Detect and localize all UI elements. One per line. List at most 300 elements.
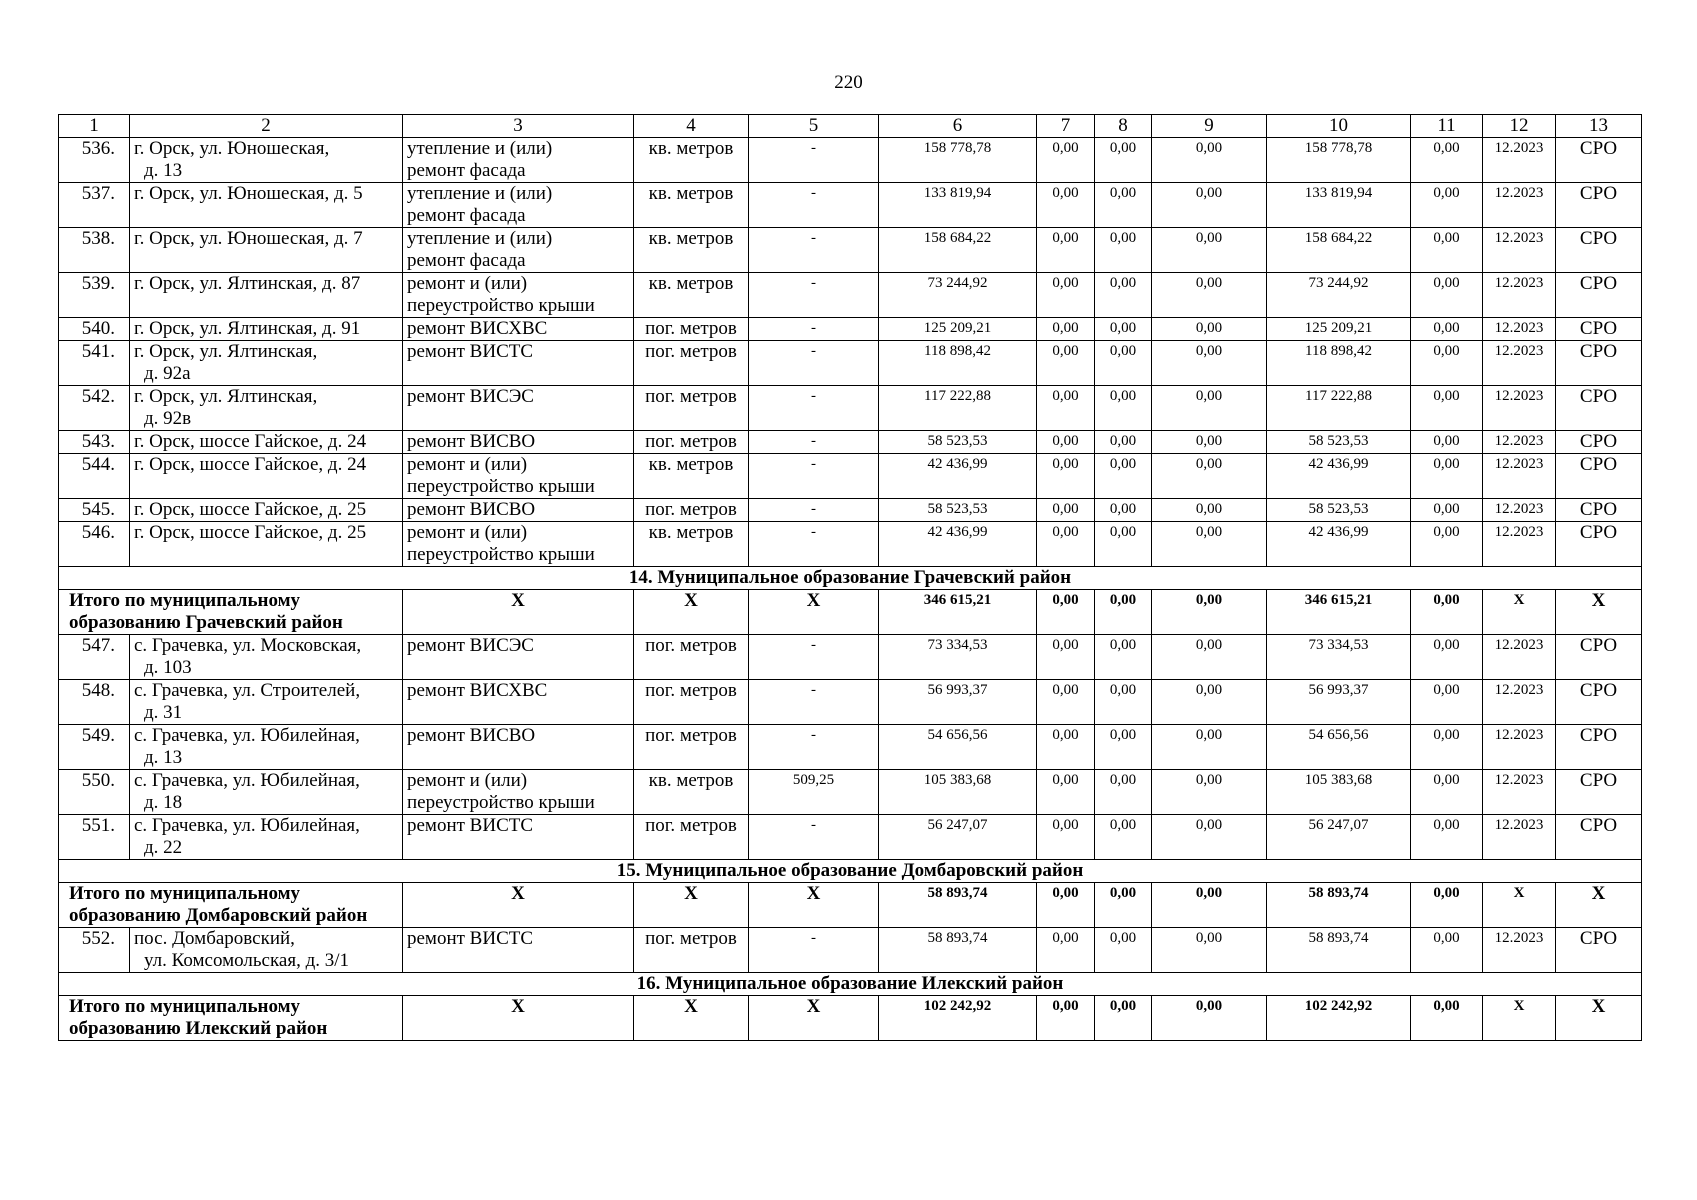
table-row <box>59 725 1642 770</box>
address-cell-line: д. 92в <box>144 408 192 429</box>
cell-col-8: 0,00 <box>1095 318 1152 341</box>
work-type-cell <box>403 725 634 770</box>
cell-col-10: 158 684,22 <box>1267 228 1411 273</box>
cell-col-8: 0,00 <box>1095 725 1152 770</box>
cell-col-5: X <box>749 996 879 1041</box>
cell-col-11: 0,00 <box>1411 770 1483 815</box>
work-type-cell <box>403 522 634 567</box>
subtotal-label <box>59 996 403 1041</box>
work-type-cell-line: переустройство крыши <box>407 544 595 565</box>
cell-col-5: - <box>749 522 879 567</box>
cell-col-11: 0,00 <box>1411 499 1483 522</box>
cell-col-13: СРО <box>1556 928 1642 973</box>
address-cell <box>130 815 403 860</box>
cell-col-6: 158 684,22 <box>879 228 1037 273</box>
cell-col-10: 56 247,07 <box>1267 815 1411 860</box>
cell-col-5: X <box>749 590 879 635</box>
row-number: 540. <box>59 318 130 341</box>
cell-col-13: СРО <box>1556 725 1642 770</box>
address-cell-line: д. 13 <box>144 160 183 181</box>
work-type-cell-line: ремонт ВИСТС <box>407 815 534 836</box>
address-cell-line: ул. Комсомольская, д. 3/1 <box>144 950 350 971</box>
cell-col-9: 0,00 <box>1152 273 1267 318</box>
work-type-cell <box>403 928 634 973</box>
cell-col-8: 0,00 <box>1095 590 1152 635</box>
address-cell <box>130 522 403 567</box>
unit-cell: пог. метров <box>634 318 749 341</box>
unit-cell: кв. метров <box>634 138 749 183</box>
subtotal-label <box>59 590 403 635</box>
cell-col-8: 0,00 <box>1095 883 1152 928</box>
address-cell <box>130 228 403 273</box>
cell-col-9: 0,00 <box>1152 318 1267 341</box>
cell-col-7: 0,00 <box>1037 138 1095 183</box>
address-cell <box>130 499 403 522</box>
cell-col-13: СРО <box>1556 680 1642 725</box>
table-row <box>59 138 1642 183</box>
cell-col-5: - <box>749 454 879 499</box>
cell-col-11: 0,00 <box>1411 228 1483 273</box>
address-cell-line: г. Орск, шоссе Гайское, д. 25 <box>134 499 367 520</box>
cell-col-9: 0,00 <box>1152 431 1267 454</box>
cell-col-7: 0,00 <box>1037 318 1095 341</box>
unit-cell: пог. метров <box>634 815 749 860</box>
table-row <box>59 454 1642 499</box>
cell-col-12: 12.2023 <box>1483 138 1556 183</box>
cell-col-11: 0,00 <box>1411 815 1483 860</box>
address-cell-line: д. 18 <box>144 792 183 813</box>
cell-col-6: 56 993,37 <box>879 680 1037 725</box>
work-type-cell-line: ремонт ВИСВО <box>407 499 536 520</box>
work-type-cell-line: ремонт фасада <box>407 160 526 181</box>
cell-col-10: 54 656,56 <box>1267 725 1411 770</box>
cell-col-5: - <box>749 318 879 341</box>
row-number: 545. <box>59 499 130 522</box>
column-header: 13 <box>1556 115 1642 138</box>
cell-col-9: 0,00 <box>1152 454 1267 499</box>
cell-col-9: 0,00 <box>1152 138 1267 183</box>
cell-col-11: 0,00 <box>1411 725 1483 770</box>
cell-col-6: 73 244,92 <box>879 273 1037 318</box>
repair-program-table <box>58 114 1642 1041</box>
cell-col-13: X <box>1556 590 1642 635</box>
subtotal-label-line: Итого по муниципальному <box>69 590 301 611</box>
cell-col-11: 0,00 <box>1411 183 1483 228</box>
table-row <box>59 431 1642 454</box>
address-cell-line: с. Грачевка, ул. Московская, <box>134 635 362 656</box>
cell-col-9: 0,00 <box>1152 228 1267 273</box>
cell-col-12: 12.2023 <box>1483 815 1556 860</box>
cell-col-10: 346 615,21 <box>1267 590 1411 635</box>
work-type-cell <box>403 635 634 680</box>
table-row <box>59 770 1642 815</box>
cell-col-11: 0,00 <box>1411 318 1483 341</box>
cell-col-9: 0,00 <box>1152 183 1267 228</box>
cell-col-7: 0,00 <box>1037 431 1095 454</box>
cell-col-9: 0,00 <box>1152 928 1267 973</box>
cell-col-5: - <box>749 431 879 454</box>
cell-col-7: 0,00 <box>1037 770 1095 815</box>
address-cell <box>130 318 403 341</box>
address-cell <box>130 635 403 680</box>
cell-col-11: 0,00 <box>1411 680 1483 725</box>
column-number-header <box>59 115 1642 138</box>
cell-col-7: 0,00 <box>1037 183 1095 228</box>
unit-cell: кв. метров <box>634 770 749 815</box>
cell-col-12: X <box>1483 996 1556 1041</box>
work-type-cell-line: переустройство крыши <box>407 476 595 497</box>
cell-col-9: 0,00 <box>1152 883 1267 928</box>
work-type-cell <box>403 770 634 815</box>
section-title: 16. Муниципальное образование Илекский район <box>59 973 1642 996</box>
cell-col-11: 0,00 <box>1411 883 1483 928</box>
cell-col-6: 346 615,21 <box>879 590 1037 635</box>
work-type-cell-line: ремонт ВИСТС <box>407 341 534 362</box>
cell-col-10: 133 819,94 <box>1267 183 1411 228</box>
row-number: 551. <box>59 815 130 860</box>
cell-col-5: - <box>749 499 879 522</box>
cell-col-7: 0,00 <box>1037 725 1095 770</box>
address-cell-line: г. Орск, шоссе Гайское, д. 24 <box>134 431 367 452</box>
cell-col-13: СРО <box>1556 228 1642 273</box>
subtotal-row <box>59 883 1642 928</box>
work-type-cell <box>403 318 634 341</box>
work-type-cell-line: ремонт ВИСВО <box>407 725 536 746</box>
table-row <box>59 522 1642 567</box>
address-cell <box>130 183 403 228</box>
unit-cell: кв. метров <box>634 273 749 318</box>
cell-col-3: X <box>403 590 634 635</box>
unit-cell: пог. метров <box>634 635 749 680</box>
row-number: 544. <box>59 454 130 499</box>
cell-col-9: 0,00 <box>1152 386 1267 431</box>
cell-col-9: 0,00 <box>1152 522 1267 567</box>
row-number: 543. <box>59 431 130 454</box>
address-cell-line: д. 31 <box>144 702 183 723</box>
table-row <box>59 680 1642 725</box>
cell-col-7: 0,00 <box>1037 386 1095 431</box>
work-type-cell-line: ремонт ВИСТС <box>407 928 534 949</box>
row-number: 546. <box>59 522 130 567</box>
cell-col-11: 0,00 <box>1411 635 1483 680</box>
work-type-cell <box>403 680 634 725</box>
cell-col-5: - <box>749 725 879 770</box>
unit-cell: пог. метров <box>634 725 749 770</box>
cell-col-8: 0,00 <box>1095 996 1152 1041</box>
work-type-cell-line: ремонт и (или) <box>407 522 528 543</box>
row-number: 552. <box>59 928 130 973</box>
cell-col-6: 125 209,21 <box>879 318 1037 341</box>
cell-col-9: 0,00 <box>1152 770 1267 815</box>
column-header: 11 <box>1411 115 1483 138</box>
page-number: 220 <box>834 72 863 93</box>
cell-col-8: 0,00 <box>1095 522 1152 567</box>
cell-col-8: 0,00 <box>1095 228 1152 273</box>
cell-col-10: 117 222,88 <box>1267 386 1411 431</box>
cell-col-13: СРО <box>1556 635 1642 680</box>
cell-col-7: 0,00 <box>1037 996 1095 1041</box>
cell-col-6: 56 247,07 <box>879 815 1037 860</box>
cell-col-13: СРО <box>1556 454 1642 499</box>
cell-col-12: 12.2023 <box>1483 522 1556 567</box>
subtotal-label-line: образованию Домбаровский район <box>69 905 368 926</box>
cell-col-13: СРО <box>1556 386 1642 431</box>
section-header-row <box>59 973 1642 996</box>
cell-col-5: - <box>749 341 879 386</box>
cell-col-6: 42 436,99 <box>879 522 1037 567</box>
work-type-cell <box>403 454 634 499</box>
work-type-cell-line: ремонт и (или) <box>407 454 528 475</box>
cell-col-7: 0,00 <box>1037 680 1095 725</box>
work-type-cell <box>403 815 634 860</box>
cell-col-13: X <box>1556 883 1642 928</box>
cell-col-5: X <box>749 883 879 928</box>
work-type-cell-line: ремонт ВИСВО <box>407 431 536 452</box>
cell-col-12: 12.2023 <box>1483 228 1556 273</box>
cell-col-13: СРО <box>1556 341 1642 386</box>
table-row <box>59 928 1642 973</box>
unit-cell: кв. метров <box>634 522 749 567</box>
row-number: 537. <box>59 183 130 228</box>
column-header: 12 <box>1483 115 1556 138</box>
cell-col-8: 0,00 <box>1095 635 1152 680</box>
subtotal-label <box>59 883 403 928</box>
cell-col-8: 0,00 <box>1095 680 1152 725</box>
cell-col-5: 509,25 <box>749 770 879 815</box>
address-cell-line: с. Грачевка, ул. Строителей, <box>134 680 361 701</box>
cell-col-13: СРО <box>1556 499 1642 522</box>
cell-col-5: - <box>749 815 879 860</box>
cell-col-5: - <box>749 928 879 973</box>
cell-col-12: 12.2023 <box>1483 341 1556 386</box>
cell-col-8: 0,00 <box>1095 454 1152 499</box>
cell-col-6: 54 656,56 <box>879 725 1037 770</box>
table-row <box>59 499 1642 522</box>
unit-cell: пог. метров <box>634 928 749 973</box>
cell-col-8: 0,00 <box>1095 928 1152 973</box>
cell-col-9: 0,00 <box>1152 725 1267 770</box>
unit-cell: кв. метров <box>634 183 749 228</box>
unit-cell: пог. метров <box>634 386 749 431</box>
cell-col-6: 102 242,92 <box>879 996 1037 1041</box>
address-cell <box>130 725 403 770</box>
address-cell-line: д. 103 <box>144 657 192 678</box>
row-number: 539. <box>59 273 130 318</box>
work-type-cell-line: утепление и (или) <box>407 138 553 159</box>
cell-col-12: 12.2023 <box>1483 386 1556 431</box>
work-type-cell <box>403 499 634 522</box>
cell-col-12: 12.2023 <box>1483 725 1556 770</box>
cell-col-7: 0,00 <box>1037 635 1095 680</box>
cell-col-11: 0,00 <box>1411 928 1483 973</box>
cell-col-13: СРО <box>1556 138 1642 183</box>
subtotal-label-line: Итого по муниципальному <box>69 996 301 1017</box>
work-type-cell <box>403 183 634 228</box>
work-type-cell <box>403 431 634 454</box>
address-cell-line: д. 22 <box>144 837 183 858</box>
cell-col-4: X <box>634 996 749 1041</box>
cell-col-11: 0,00 <box>1411 386 1483 431</box>
cell-col-8: 0,00 <box>1095 815 1152 860</box>
cell-col-12: 12.2023 <box>1483 318 1556 341</box>
address-cell-line: г. Орск, шоссе Гайское, д. 24 <box>134 454 367 475</box>
cell-col-10: 58 523,53 <box>1267 431 1411 454</box>
cell-col-13: СРО <box>1556 183 1642 228</box>
cell-col-6: 105 383,68 <box>879 770 1037 815</box>
work-type-cell-line: ремонт ВИСХВС <box>407 318 548 339</box>
cell-col-8: 0,00 <box>1095 341 1152 386</box>
row-number: 549. <box>59 725 130 770</box>
cell-col-11: 0,00 <box>1411 138 1483 183</box>
unit-cell: пог. метров <box>634 499 749 522</box>
cell-col-10: 42 436,99 <box>1267 522 1411 567</box>
column-header: 10 <box>1267 115 1411 138</box>
cell-col-5: - <box>749 680 879 725</box>
address-cell-line: с. Грачевка, ул. Юбилейная, <box>134 815 360 836</box>
cell-col-8: 0,00 <box>1095 770 1152 815</box>
subtotal-label-line: образованию Грачевский район <box>69 612 343 633</box>
unit-cell: кв. метров <box>634 454 749 499</box>
cell-col-7: 0,00 <box>1037 499 1095 522</box>
work-type-cell-line: переустройство крыши <box>407 792 595 813</box>
cell-col-8: 0,00 <box>1095 499 1152 522</box>
subtotal-row <box>59 590 1642 635</box>
address-cell <box>130 273 403 318</box>
cell-col-10: 158 778,78 <box>1267 138 1411 183</box>
address-cell-line: с. Грачевка, ул. Юбилейная, <box>134 725 360 746</box>
address-cell-line: г. Орск, ул. Ялтинская, <box>134 386 318 407</box>
cell-col-12: 12.2023 <box>1483 183 1556 228</box>
table-row <box>59 183 1642 228</box>
unit-cell: пог. метров <box>634 680 749 725</box>
section-header-row <box>59 860 1642 883</box>
address-cell <box>130 341 403 386</box>
cell-col-12: 12.2023 <box>1483 454 1556 499</box>
column-header: 7 <box>1037 115 1095 138</box>
work-type-cell <box>403 273 634 318</box>
cell-col-11: 0,00 <box>1411 996 1483 1041</box>
cell-col-12: 12.2023 <box>1483 499 1556 522</box>
table-row <box>59 273 1642 318</box>
cell-col-9: 0,00 <box>1152 635 1267 680</box>
work-type-cell <box>403 386 634 431</box>
cell-col-6: 73 334,53 <box>879 635 1037 680</box>
row-number: 547. <box>59 635 130 680</box>
cell-col-8: 0,00 <box>1095 386 1152 431</box>
cell-col-7: 0,00 <box>1037 522 1095 567</box>
column-header: 1 <box>59 115 130 138</box>
cell-col-7: 0,00 <box>1037 341 1095 386</box>
cell-col-12: 12.2023 <box>1483 680 1556 725</box>
cell-col-10: 105 383,68 <box>1267 770 1411 815</box>
table-row <box>59 318 1642 341</box>
address-cell <box>130 138 403 183</box>
cell-col-11: 0,00 <box>1411 341 1483 386</box>
address-cell <box>130 386 403 431</box>
cell-col-13: СРО <box>1556 318 1642 341</box>
address-cell-line: д. 13 <box>144 747 183 768</box>
work-type-cell-line: ремонт и (или) <box>407 770 528 791</box>
column-header: 8 <box>1095 115 1152 138</box>
cell-col-10: 56 993,37 <box>1267 680 1411 725</box>
address-cell <box>130 680 403 725</box>
cell-col-6: 158 778,78 <box>879 138 1037 183</box>
address-cell-line: г. Орск, ул. Юношеская, д. 7 <box>134 228 363 249</box>
work-type-cell-line: переустройство крыши <box>407 295 595 316</box>
work-type-cell <box>403 138 634 183</box>
table-row <box>59 815 1642 860</box>
cell-col-6: 117 222,88 <box>879 386 1037 431</box>
subtotal-row <box>59 996 1642 1041</box>
column-header: 2 <box>130 115 403 138</box>
work-type-cell-line: утепление и (или) <box>407 183 553 204</box>
address-cell <box>130 770 403 815</box>
row-number: 548. <box>59 680 130 725</box>
table-row <box>59 228 1642 273</box>
work-type-cell-line: ремонт ВИСХВС <box>407 680 548 701</box>
cell-col-13: СРО <box>1556 815 1642 860</box>
cell-col-3: X <box>403 996 634 1041</box>
cell-col-9: 0,00 <box>1152 499 1267 522</box>
row-number: 550. <box>59 770 130 815</box>
address-cell <box>130 928 403 973</box>
work-type-cell-line: ремонт фасада <box>407 205 526 226</box>
work-type-cell-line: ремонт и (или) <box>407 273 528 294</box>
column-header: 9 <box>1152 115 1267 138</box>
section-title: 14. Муниципальное образование Грачевский район <box>59 567 1642 590</box>
address-cell-line: с. Грачевка, ул. Юбилейная, <box>134 770 360 791</box>
cell-col-5: - <box>749 228 879 273</box>
cell-col-9: 0,00 <box>1152 341 1267 386</box>
cell-col-7: 0,00 <box>1037 815 1095 860</box>
cell-col-7: 0,00 <box>1037 928 1095 973</box>
address-cell-line: г. Орск, ул. Ялтинская, д. 87 <box>134 273 361 294</box>
cell-col-11: 0,00 <box>1411 431 1483 454</box>
cell-col-8: 0,00 <box>1095 138 1152 183</box>
work-type-cell-line: ремонт фасада <box>407 250 526 271</box>
cell-col-7: 0,00 <box>1037 454 1095 499</box>
row-number: 542. <box>59 386 130 431</box>
work-type-cell-line: утепление и (или) <box>407 228 553 249</box>
cell-col-10: 125 209,21 <box>1267 318 1411 341</box>
cell-col-5: - <box>749 635 879 680</box>
cell-col-10: 118 898,42 <box>1267 341 1411 386</box>
address-cell-line: г. Орск, ул. Ялтинская, д. 91 <box>134 318 361 339</box>
cell-col-7: 0,00 <box>1037 883 1095 928</box>
cell-col-4: X <box>634 590 749 635</box>
cell-col-10: 58 523,53 <box>1267 499 1411 522</box>
address-cell <box>130 431 403 454</box>
cell-col-3: X <box>403 883 634 928</box>
cell-col-6: 42 436,99 <box>879 454 1037 499</box>
cell-col-8: 0,00 <box>1095 183 1152 228</box>
work-type-cell-line: ремонт ВИСЭС <box>407 635 534 656</box>
subtotal-label-line: образованию Илекский район <box>69 1018 328 1039</box>
work-type-cell-line: ремонт ВИСЭС <box>407 386 534 407</box>
unit-cell: пог. метров <box>634 431 749 454</box>
cell-col-6: 58 893,74 <box>879 883 1037 928</box>
address-cell-line: г. Орск, ул. Ялтинская, <box>134 341 318 362</box>
cell-col-10: 73 334,53 <box>1267 635 1411 680</box>
cell-col-9: 0,00 <box>1152 815 1267 860</box>
cell-col-6: 118 898,42 <box>879 341 1037 386</box>
cell-col-6: 58 893,74 <box>879 928 1037 973</box>
cell-col-12: X <box>1483 590 1556 635</box>
cell-col-7: 0,00 <box>1037 590 1095 635</box>
cell-col-5: - <box>749 386 879 431</box>
cell-col-12: 12.2023 <box>1483 928 1556 973</box>
cell-col-9: 0,00 <box>1152 590 1267 635</box>
